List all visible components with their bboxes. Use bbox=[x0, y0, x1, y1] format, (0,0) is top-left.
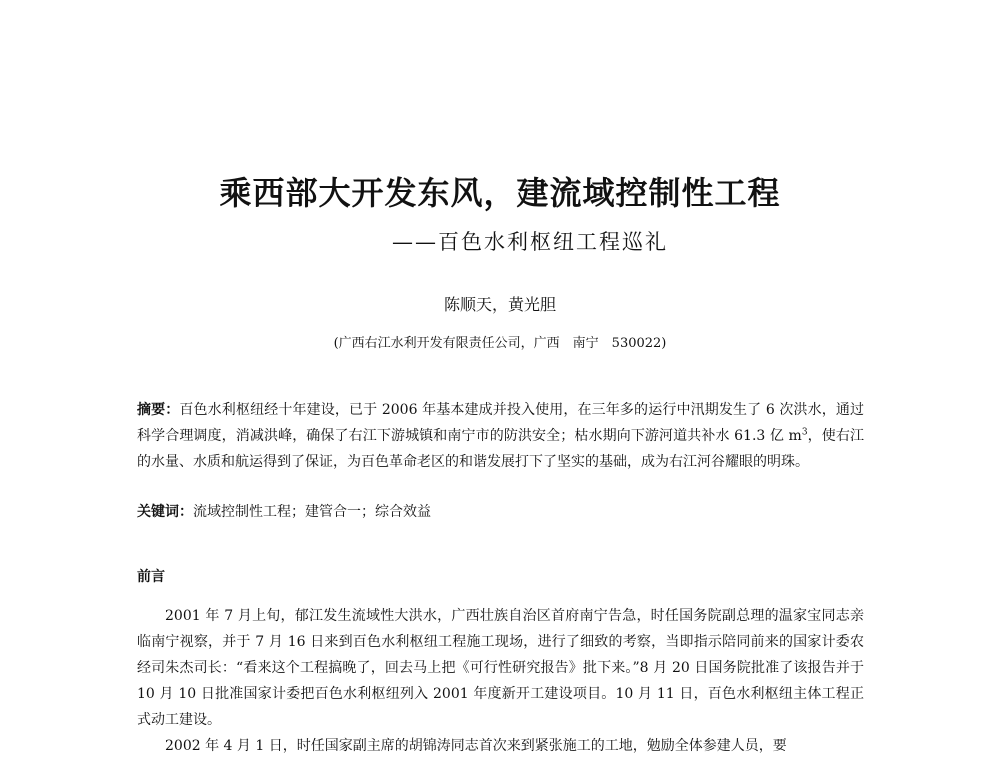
article-subtitle: ——百色水利枢纽工程巡礼 bbox=[392, 230, 668, 254]
abstract-superscript: 3 bbox=[801, 427, 808, 438]
abstract-text: 百色水利枢纽经十年建设，已于 2006 年基本建成并投入使用，在三年多的运行中汛期发生了 6 次洪水，通过科学合理调度，消减洪峰，确保了右江下游城镇和南宁市的防洪安全；枯水期向下游河道共补水 61.3 亿 m bbox=[137, 402, 864, 444]
paragraph: 2002 年 4 月 1 日，时任国家副主席的胡锦涛同志首次来到紧张施工的工地，勉励全体参建人员，要 bbox=[165, 738, 787, 754]
abstract-text-continued: ，使右江的水量、水质和航运得到了保证，为百色革命老区的和谐发展打下了坚实的基础，成为右江河谷耀眼的明珠。 bbox=[137, 428, 864, 470]
affiliation: (广西右江水利开发有限责任公司，广西 南宁 530022) bbox=[333, 336, 667, 351]
keywords bbox=[137, 499, 864, 525]
authors: 陈顺天，黄光胆 bbox=[443, 295, 556, 314]
abstract bbox=[137, 397, 864, 475]
keywords-label: 关键词： bbox=[137, 504, 193, 520]
body-text bbox=[137, 603, 864, 759]
article-title: 乘西部大开发东风，建流域控制性工程 bbox=[219, 174, 781, 212]
section-heading: 前言 bbox=[137, 569, 165, 585]
keywords-text: 流域控制性工程；建管合一；综合效益 bbox=[193, 504, 431, 520]
paragraph: 2001 年 7 月上旬，郁江发生流域性大洪水，广西壮族自治区首府南宁告急，时任国务院副总理的温家宝同志亲临南宁视察，并于 7 月 16 日来到百色水利枢纽工程施工现场，进行了细致的考察，当即指示陪同前来的国家计委农经司朱杰司长：“看来这个工程搞晚了，回去马上把《可行性研究报告》批下来。”8 月 20 日国务院批准了该报告并于 10 月 10 日批准国家计委把百色水利枢纽列入 2001 年度新开工建设项目。10 月 11 日，百色水利枢纽主体工程正式动工建设。 bbox=[137, 608, 864, 728]
abstract-label: 摘要： bbox=[137, 402, 180, 418]
